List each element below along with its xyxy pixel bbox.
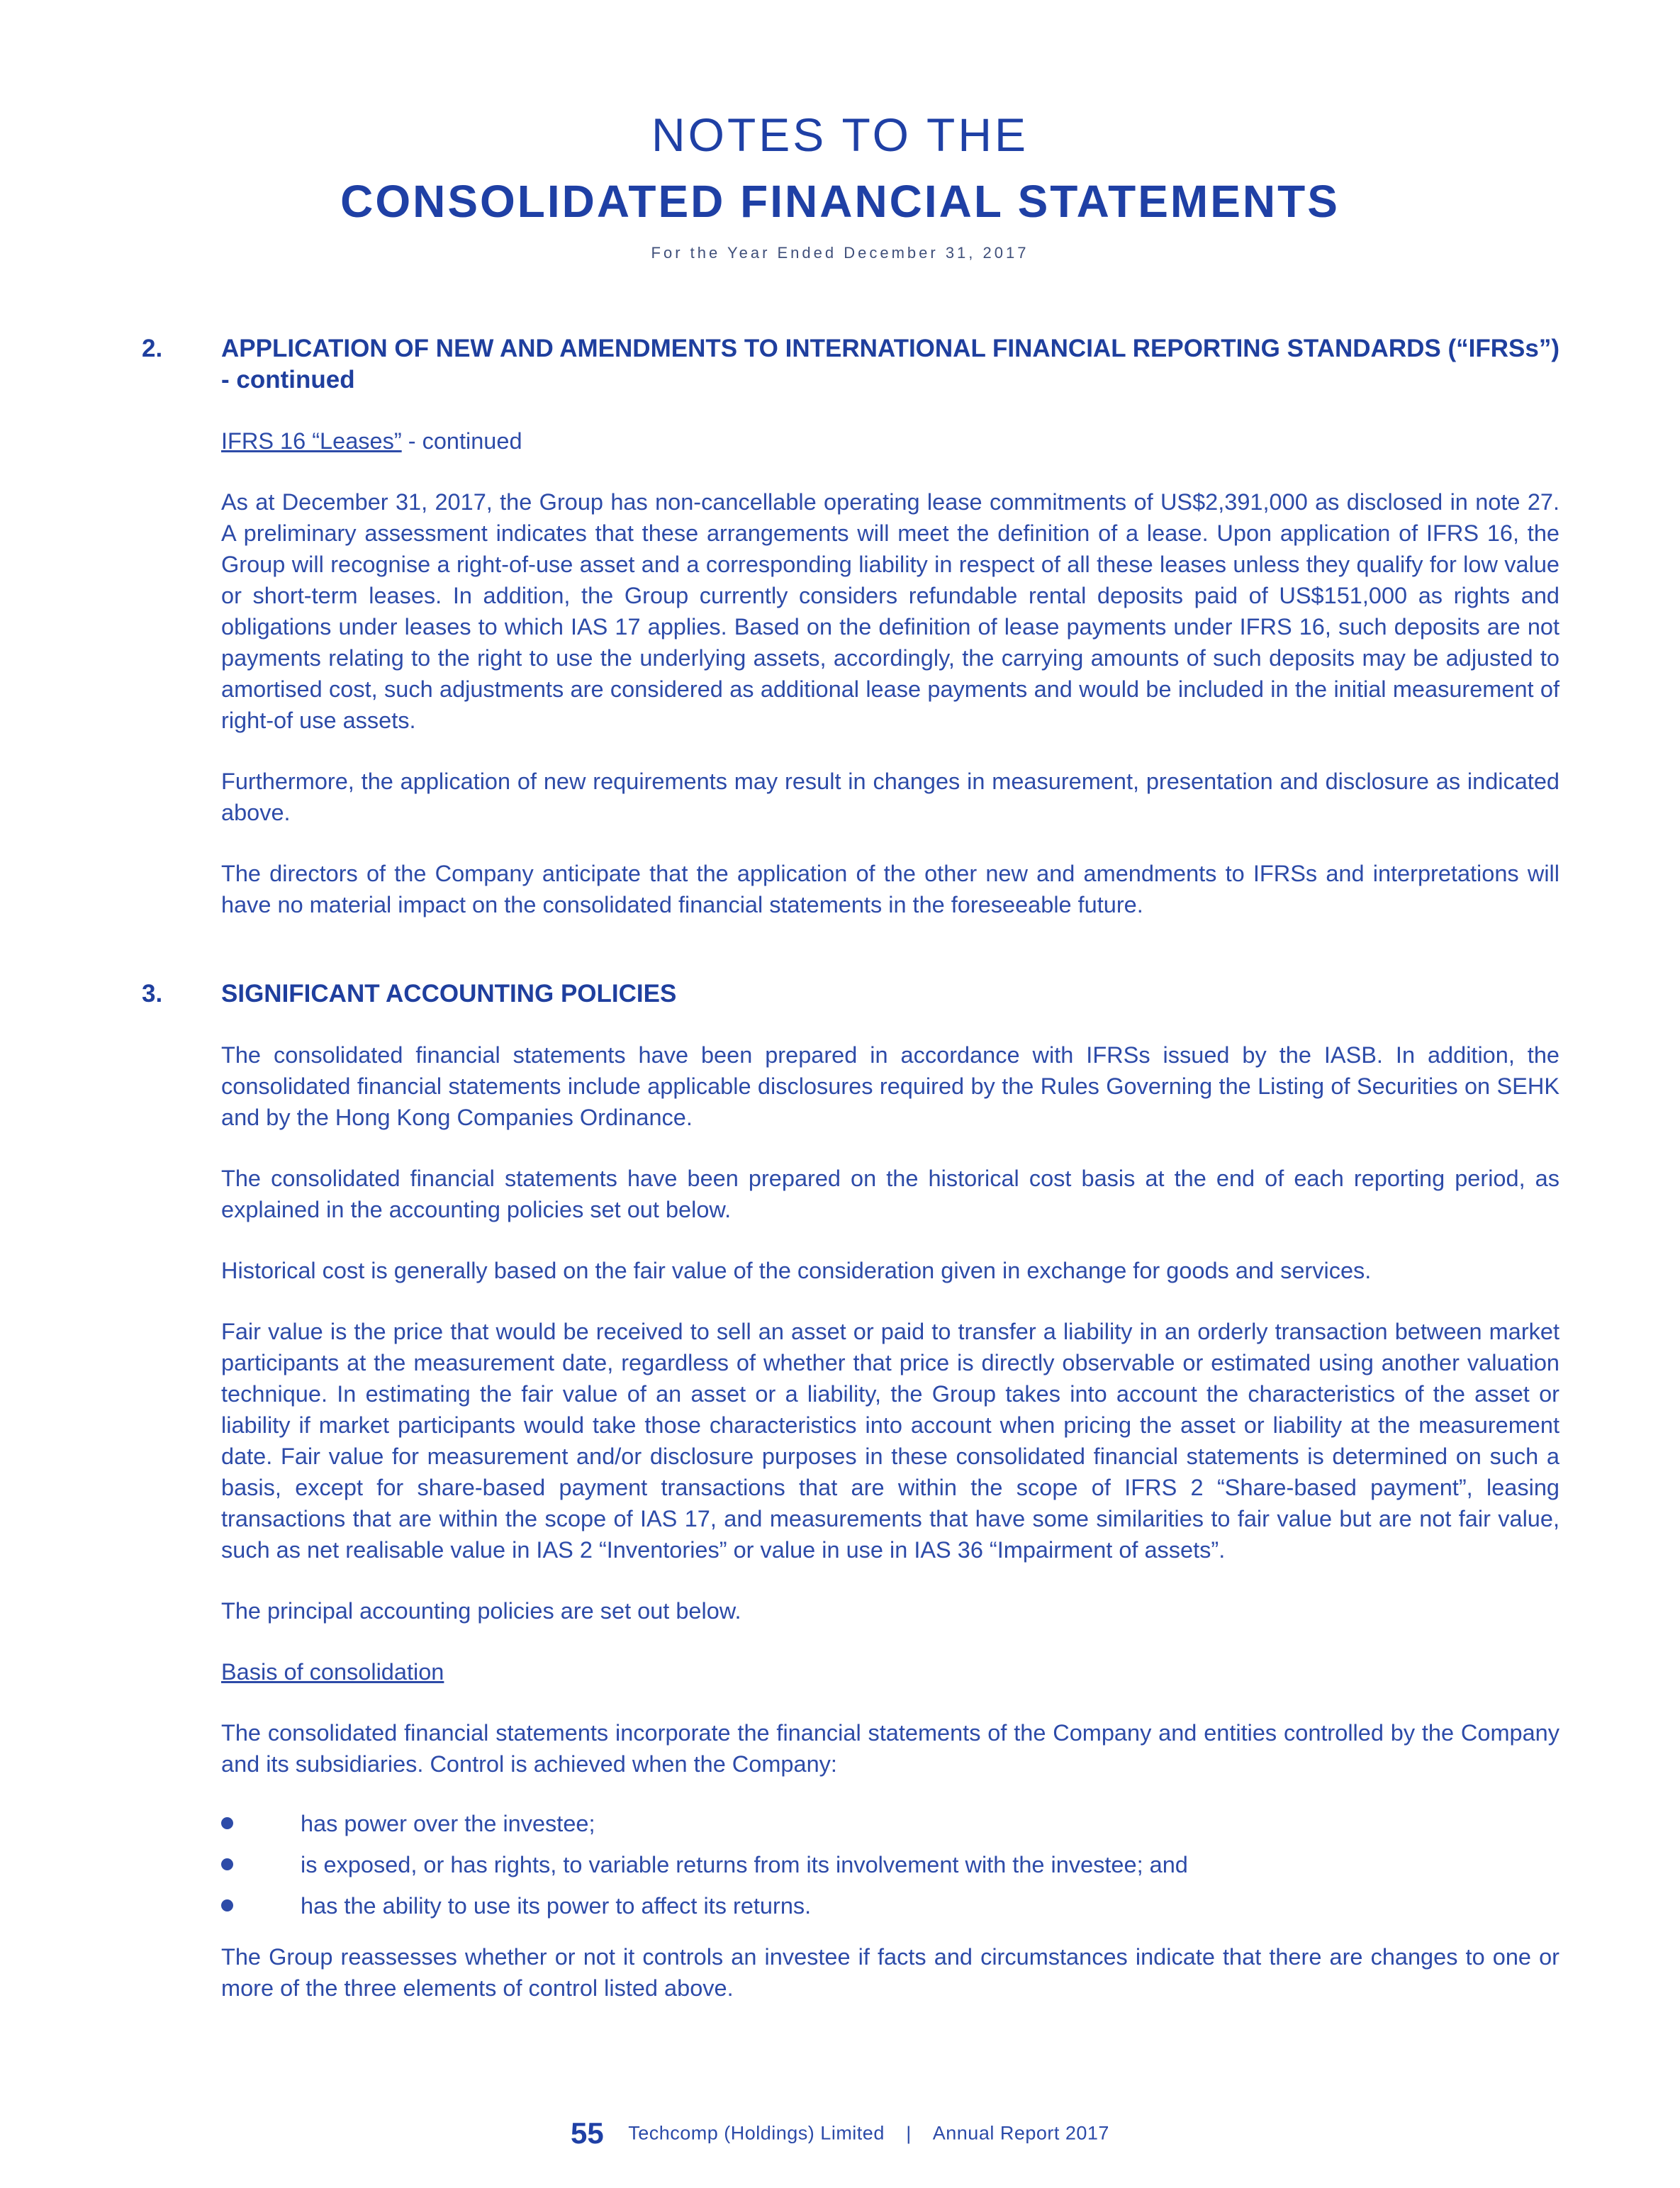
section-3-paragraph-1: The consolidated financial statements have been prepared in accordance with IFRSs issued by the IASB. In addition, the consolidated financial statements include applicable disclosures required by the Rules Governing the Listing of Securities on SEHK and by the Hong Kong Companies Ordinance. — [221, 1042, 1559, 1130]
header-period: For the Year Ended December 31, 2017 — [651, 244, 1029, 262]
footer-company: Techcomp (Holdings) Limited — [628, 2122, 885, 2144]
page-number: 55 — [571, 2116, 604, 2150]
footer-report: Annual Report 2017 — [932, 2122, 1109, 2144]
subheading-continued: - continued — [401, 428, 522, 454]
header-title-line1: NOTES TO THE — [651, 108, 1029, 161]
section-3-paragraph-2: The consolidated financial statements have been prepared on the historical cost basis at the end of each reporting period, as explained in the accounting policies set out below. — [221, 1166, 1559, 1222]
section-2 — [142, 333, 1559, 920]
subheading-ifrs16: IFRS 16 “Leases” — [221, 428, 402, 454]
section-2-paragraph-3: The directors of the Company anticipate that the application of the other new and amendments to IFRSs and interpretations will have no material impact on the consolidated financial statements in the foreseeable future. — [221, 861, 1559, 917]
list-item — [221, 1808, 1559, 1839]
footer-separator: | — [906, 2122, 912, 2144]
page-header — [0, 106, 1680, 262]
control-criteria-list — [221, 1808, 1559, 1921]
section-3-paragraph-5: The principal accounting policies are set out below. — [221, 1598, 741, 1624]
list-item — [221, 1849, 1559, 1880]
page-footer — [0, 2116, 1680, 2150]
header-title-line2: CONSOLIDATED FINANCIAL STATEMENTS — [340, 176, 1340, 227]
section-2-subheading — [221, 425, 1559, 457]
bullet-icon — [221, 1899, 233, 1911]
section-3-title: SIGNIFICANT ACCOUNTING POLICIES — [221, 980, 677, 1008]
basis-of-consolidation-heading — [221, 1656, 1559, 1687]
section-3-paragraph-4: Fair value is the price that would be received to sell an asset or paid to transfer a liability in an orderly transaction between market participants at the measurement date, regardless of whether that price is directly observable or estimated using another valuation technique. In estimating the fair value of an asset or a liability, the Group takes into account the characteristics of the asset or liability if market participants would take those characteristics into account when pricing the asset or liability at the measurement date. Fair value for measurement and/or disclosure purposes in these consolidated financial statements is determined on such a basis, except for share-based payment transactions that are within the scope of IFRS 2 “Share-based payment”, leasing transactions that are within the scope of IAS 17, and measurements that have some similarities to fair value but are not fair value, such as net realisable value in IAS 2 “Inventories” or value in use in IAS 36 “Impairment of assets”. — [221, 1319, 1559, 1563]
section-2-title: APPLICATION OF NEW AND AMENDMENTS TO INTERNATIONAL FINANCIAL REPORTING STANDARDS (“IFRSs”) - continued — [221, 335, 1559, 393]
bullet-icon — [221, 1858, 233, 1870]
section-3-number: 3. — [142, 980, 163, 1008]
closing-paragraph: The Group reassesses whether or not it controls an investee if facts and circumstances indicate that there are changes to one or more of the three elements of control listed above. — [221, 1944, 1559, 2001]
section-2-paragraph-2: Furthermore, the application of new requirements may result in changes in measurement, presentation and disclosure as indicated above. — [221, 769, 1559, 825]
control-intro-paragraph: The consolidated financial statements incorporate the financial statements of the Company and entities controlled by the Company and its subsidiaries. Control is achieved when the Company: — [221, 1720, 1559, 1777]
list-item-text: is exposed, or has rights, to variable returns from its involvement with the investee; and — [301, 1852, 1188, 1877]
list-item — [221, 1890, 1559, 1921]
section-3 — [142, 978, 1559, 2004]
section-3-paragraph-3: Historical cost is generally based on the fair value of the consideration given in exchange for goods and services. — [221, 1258, 1372, 1283]
basis-of-consolidation-label: Basis of consolidation — [221, 1659, 444, 1685]
page-content — [142, 333, 1559, 2004]
section-2-paragraph-1: As at December 31, 2017, the Group has non-cancellable operating lease commitments of US$2,391,000 as disclosed in note 27. A preliminary assessment indicates that these arrangements will meet the definition of a lease. Upon application of IFRS 16, the Group will recognise a right-of-use asset and a corresponding liability in respect of all these leases unless they qualify for low value or short-term leases. In addition, the Group currently considers refundable rental deposits paid of US$151,000 as rights and obligations under leases to which IAS 17 applies. Based on the definition of lease payments under IFRS 16, such deposits are not payments relating to the right to use the underlying assets, accordingly, the carrying amounts of such deposits may be adjusted to amortised cost, such adjustments are considered as additional lease payments and would be included in the initial measurement of right-of use assets. — [221, 489, 1559, 733]
list-item-text: has power over the investee; — [301, 1811, 595, 1836]
list-item-text: has the ability to use its power to affect its returns. — [301, 1893, 812, 1919]
bullet-icon — [221, 1817, 233, 1829]
section-2-number: 2. — [142, 335, 163, 362]
